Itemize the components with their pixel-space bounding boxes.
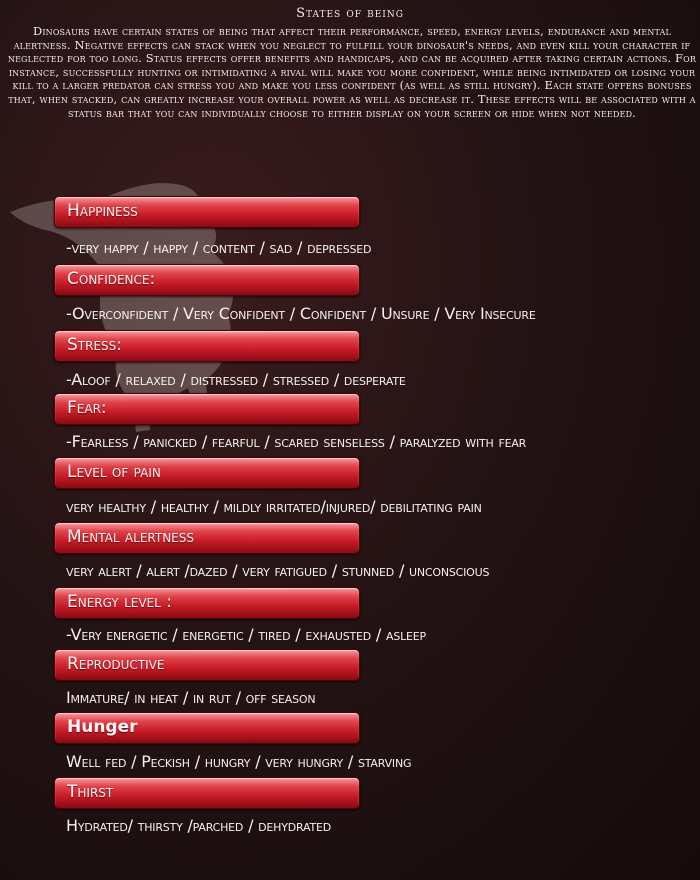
- state-label: Happiness: [67, 201, 138, 221]
- state-label: Mental alertness: [67, 527, 194, 547]
- state-bar-confidence: [54, 264, 360, 296]
- state-values: very healthy / healthy / mildly irritated/injured/ debilitating pain: [66, 497, 482, 516]
- state-bar-fear: [54, 393, 360, 425]
- state-values: -Aloof / relaxed / distressed / stressed / desperate: [66, 370, 406, 389]
- state-values: -Fearless / panicked / fearful / scared senseless / paralyzed with fear: [66, 432, 527, 451]
- state-values: very alert / alert /dazed / very fatigued / stunned / unconscious: [66, 561, 490, 580]
- state-bar-happiness: [54, 196, 360, 228]
- state-label: Confidence:: [67, 269, 156, 289]
- state-label: Reproductive: [67, 654, 165, 674]
- state-values: Well fed / Peckish / hungry / very hungry / starving: [66, 752, 412, 771]
- state-values: -Overconfident / Very Confident / Confident / Unsure / Very Insecure: [66, 304, 536, 323]
- state-values: -Very energetic / energetic / tired / exhausted / asleep: [66, 625, 426, 644]
- state-bar-thirst: [54, 777, 360, 809]
- state-bar-stress: [54, 330, 360, 362]
- state-label: Stress:: [67, 335, 123, 355]
- state-bar-energy-level: [54, 587, 360, 619]
- state-label: Hunger: [67, 717, 138, 737]
- state-values: Hydrated/ thirsty /parched / dehydrated: [66, 816, 332, 835]
- page-title: States of being: [296, 6, 404, 21]
- state-values: -very happy / happy / content / sad / depressed: [66, 238, 372, 257]
- state-label: Thirst: [67, 782, 114, 802]
- state-bar-reproductive: [54, 649, 360, 681]
- state-bar-hunger: [54, 712, 360, 744]
- state-label: Fear:: [67, 398, 107, 418]
- state-label: Level of pain: [67, 462, 161, 482]
- state-bar-level-of-pain: [54, 457, 360, 489]
- state-label: Energy level :: [67, 592, 172, 612]
- intro-text: Dinosaurs have certain states of being that affect their performance, speed, energy levels, endurance and mental alertness. Negative effects can stack when you neglect to fulfill your dinosaur's needs, and even kill your character if neglected for too long. Status effects offer benefits and handicaps, and can be acquired after taking certain actions. For instance, successfully hunting or intimidating a rival will make you more confident, while being intimidated or losing your kill to a larger predator can stress you and make you less confident (as well as still hungry). Each state offers bonuses that, when stacked, can greatly increase your overall power as well as decrease it. These effects will be associated with a status bar that you can individually choose to either display on your screen or hide when not needed.: [7, 24, 697, 120]
- state-bar-mental-alertness: [54, 522, 360, 554]
- state-values: Immature/ in heat / in rut / off season: [66, 688, 316, 707]
